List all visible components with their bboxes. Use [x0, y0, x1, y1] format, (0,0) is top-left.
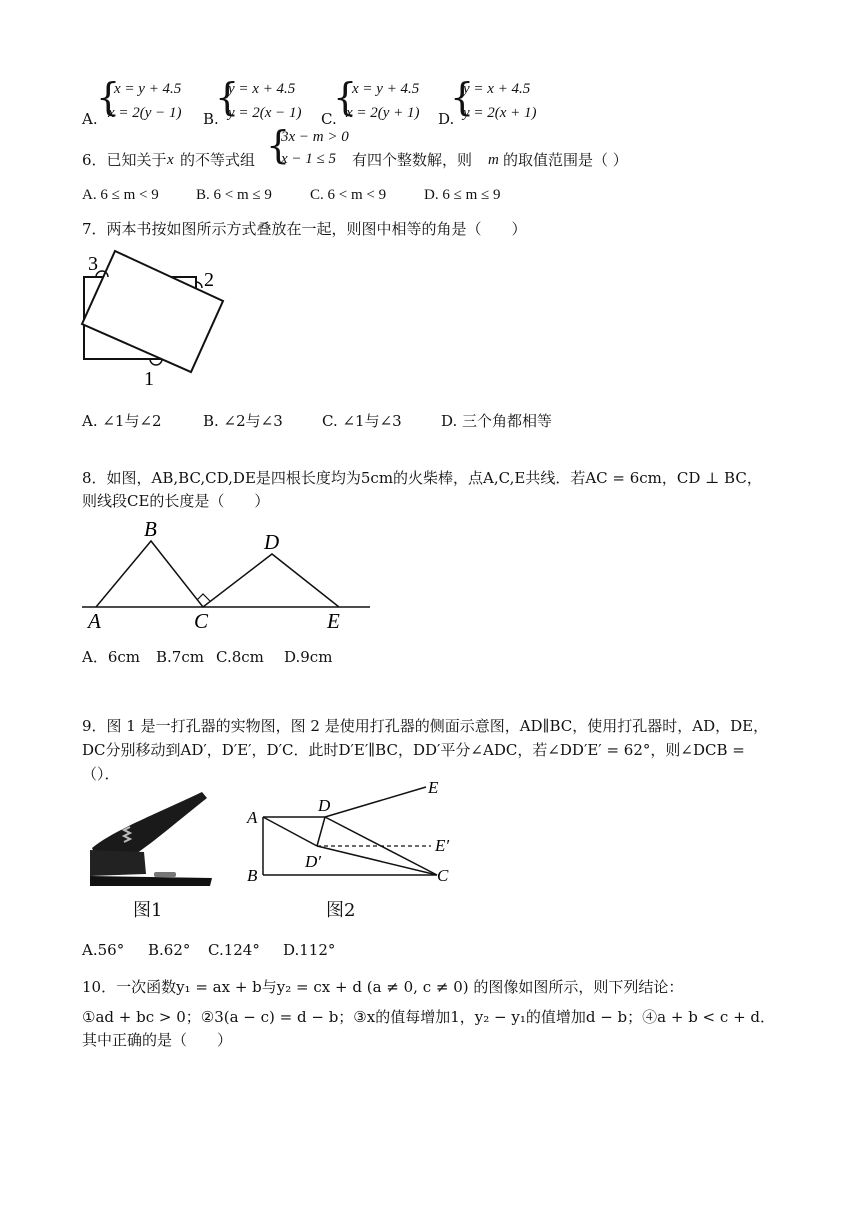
q6-brace: {	[266, 123, 291, 167]
q6-option-b: B. 6 < m ≤ 9	[196, 187, 272, 203]
q5-option-a-letter: A.	[82, 110, 98, 128]
q9-line2: DC分别移动到AD′，D′E′，D′C．此时D′E′∥BC，DD′平分∠ADC，若∠DD′E′ = 62°，则∠DCB =	[82, 741, 745, 759]
q5-option-c-brace: {	[333, 75, 358, 119]
q9-label-c: C	[437, 866, 449, 885]
q9-fig1-caption: 图1	[133, 900, 163, 921]
q9-figure1-hole-punch	[84, 790, 214, 890]
q5-option-b-eq1: y = x + 4.5	[228, 81, 296, 97]
q9-segment-dd-prime	[317, 817, 325, 846]
q8-matchsticks	[96, 541, 339, 607]
q9-option-b: B.62°	[148, 941, 191, 959]
q7-option-b: B. ∠2与∠3	[203, 412, 283, 430]
q8-label-c: C	[194, 609, 209, 633]
q5-option-b-eq2: y = 2(x − 1)	[228, 105, 302, 121]
q9-punch-slot	[154, 872, 176, 877]
q8-label-d: D	[264, 530, 280, 554]
q6-option-a: A. 6 ≤ m < 9	[82, 187, 159, 203]
q8-label-b: B	[144, 517, 157, 541]
q8-label-e: E	[327, 609, 340, 633]
q5-option-c-eq1: x = y + 4.5	[352, 81, 420, 97]
q5-option-c-eq2: x = 2(y + 1)	[346, 105, 420, 121]
q5-option-d-brace: {	[450, 75, 475, 119]
q9-label-b: B	[247, 866, 258, 885]
q6-ineq1: 3x − m > 0	[281, 129, 349, 145]
q8-line1: 8．如图，AB,BC,CD,DE是四根长度均为5cm的火柴棒，点A,C,E共线．若AC = 6cm，CD ⊥ BC，	[82, 469, 762, 487]
q10-line3: 其中正确的是（ ）	[82, 1031, 233, 1049]
q5-option-b-brace: {	[215, 75, 240, 119]
q9-label-d: D	[318, 796, 331, 815]
q6-var2: m	[488, 152, 499, 168]
q9-label-e: E	[428, 778, 439, 797]
q9-punch-base	[90, 876, 212, 886]
q6-ineq2: x − 1 ≤ 5	[281, 151, 337, 167]
q7-option-d: D. 三个角都相等	[441, 412, 553, 430]
q7-label-3: 3	[88, 253, 98, 275]
q5-option-a-brace: {	[96, 75, 121, 119]
q6-suffix2: 的取值范围是（ ）	[503, 151, 628, 169]
q7-figure	[78, 244, 238, 389]
q8-right-angle-mark	[197, 594, 210, 601]
q8-option-b: B.7cm	[156, 648, 204, 666]
q5-option-b-letter: B.	[203, 110, 219, 128]
q5-option-a-eq1: x = y + 4.5	[114, 81, 182, 97]
q5-option-c-letter: C.	[321, 110, 337, 128]
q5-option-d-eq2: y = 2(x + 1)	[463, 105, 537, 121]
q6-option-d: D. 6 ≤ m ≤ 9	[424, 187, 501, 203]
q7-label-1: 1	[144, 368, 154, 389]
q9-option-a: A.56°	[82, 941, 125, 959]
q9-label-e-prime: E′	[435, 836, 450, 855]
q9-option-c: C.124°	[208, 941, 260, 959]
q8-figure	[80, 516, 380, 634]
q6-prefix: 6．已知关于	[82, 151, 167, 169]
q9-fig2-caption: 图2	[326, 900, 356, 921]
q8-option-a: A．6cm	[82, 648, 141, 666]
q9-line1: 9．图 1 是一打孔器的实物图，图 2 是使用打孔器的侧面示意图，AD∥BC，使用打孔器时，AD，DE，	[82, 717, 769, 735]
q9-label-d-prime: D′	[305, 852, 321, 871]
q6-option-c: C. 6 < m < 9	[310, 187, 387, 203]
q7-option-a: A. ∠1与∠2	[82, 412, 162, 430]
q9-punch-body	[90, 850, 146, 876]
q6-suffix: 有四个整数解，则	[352, 151, 473, 169]
q9-segment-d-prime-c	[317, 846, 437, 875]
q9-segment-ad-prime	[263, 817, 317, 846]
q8-line2: 则线段CE的长度是（ ）	[82, 492, 270, 510]
q6-var: x	[167, 152, 174, 168]
q8-option-c: C.8cm	[216, 648, 264, 666]
q5-option-d-eq1: y = x + 4.5	[463, 81, 531, 97]
q9-option-d: D.112°	[283, 941, 336, 959]
q8-label-a: A	[88, 609, 101, 633]
q5-option-d-letter: D.	[438, 110, 455, 128]
q9-line3: （）．	[82, 765, 120, 783]
q7-option-c: C. ∠1与∠3	[322, 412, 402, 430]
q8-option-d: D.9cm	[284, 648, 333, 666]
q9-segment-de	[325, 787, 426, 817]
q10-line1: 10．一次函数y₁ = ax + b与y₂ = cx + d (a ≠ 0, c ≠ 0) 的图像如图所示，则下列结论：	[82, 978, 684, 996]
q7-text: 7．两本书按如图所示方式叠放在一起，则图中相等的角是（ ）	[82, 220, 527, 238]
q7-label-2: 2	[204, 269, 214, 291]
q10-line2: ①ad + bc > 0；②3(a − c) = d − b；③x的值每增加1，y₂ − y₁的值增加d − b；④a + b < c + d．	[82, 1008, 776, 1026]
q5-option-a-eq2: x = 2(y − 1)	[108, 105, 182, 121]
q6-mid: 的不等式组	[180, 151, 256, 169]
q9-figure2-diagram	[245, 775, 465, 890]
q9-label-a: A	[247, 808, 258, 827]
